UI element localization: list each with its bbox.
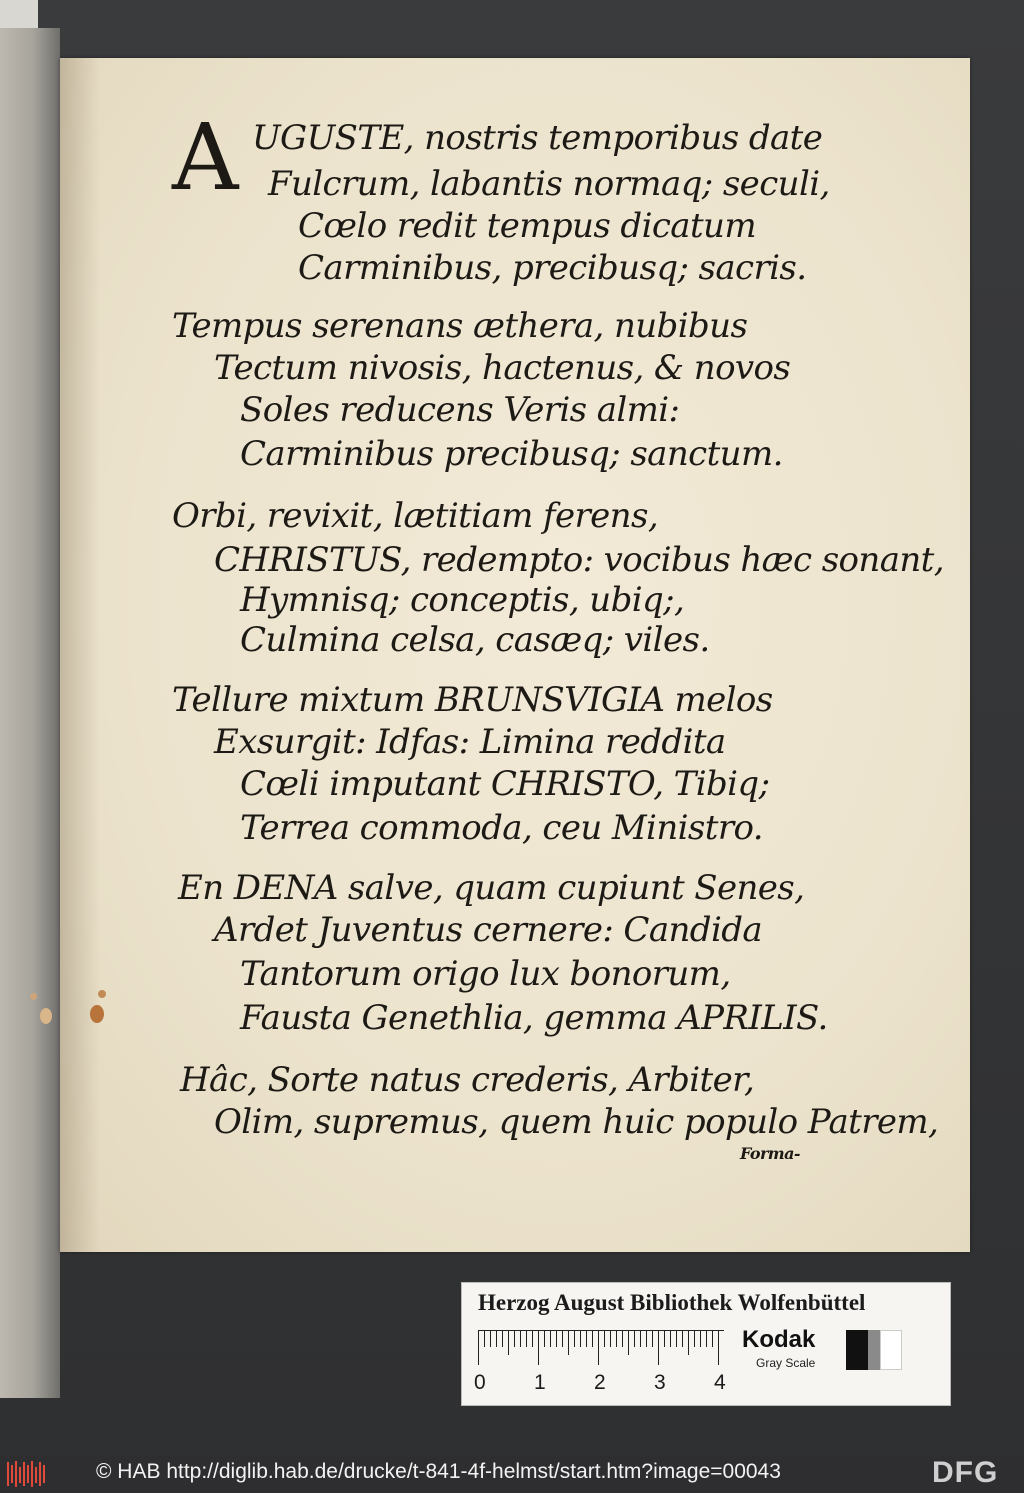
ruler-tick	[508, 1331, 509, 1355]
poem-line: Tantorum origo lux bonorum,	[240, 954, 731, 994]
poem-line: Terrea commoda, ceu Ministro.	[240, 808, 763, 848]
ruler-tick	[580, 1331, 581, 1347]
catchword: Forma-	[740, 1144, 800, 1163]
poem-line: Hymnisq; conceptis, ubiq;,	[240, 580, 685, 620]
ruler-tick	[496, 1331, 497, 1347]
ruler-tick	[694, 1331, 695, 1347]
ruler-tick	[682, 1331, 683, 1347]
ruler-tick	[592, 1331, 593, 1347]
ruler-tick	[688, 1331, 689, 1355]
ruler-tick	[640, 1331, 641, 1347]
ruler-tick	[550, 1331, 551, 1347]
ruler-number: 4	[714, 1371, 726, 1394]
hab-barcode-logo-icon	[6, 1459, 48, 1489]
ruler-number: 0	[474, 1371, 486, 1394]
ruler-tick	[520, 1331, 521, 1347]
gray-swatch-white	[880, 1330, 902, 1370]
ruler-tick	[526, 1331, 527, 1347]
ruler-tick	[706, 1331, 707, 1347]
ruler-tick	[532, 1331, 533, 1347]
ruler-tick	[670, 1331, 671, 1347]
ruler-number: 3	[654, 1371, 666, 1394]
ruler-tick	[616, 1331, 617, 1347]
ruler-tick	[676, 1331, 677, 1347]
ruler-tick	[634, 1331, 635, 1347]
drop-capital: A	[172, 104, 239, 211]
poem-line: Cœli imputant CHRISTO, Tibiq;	[240, 764, 770, 804]
poem-line: Fulcrum, labantis normaq; seculi,	[268, 164, 830, 204]
ruler-tick	[478, 1331, 479, 1365]
poem-line: Fausta Genethlia, gemma APRILIS.	[240, 998, 828, 1038]
measurement-ruler	[478, 1330, 724, 1367]
ruler-tick	[502, 1331, 503, 1347]
ruler-tick	[598, 1331, 599, 1365]
ruler-tick	[490, 1331, 491, 1347]
poem-line: Olim, supremus, quem huic populo Patrem,	[214, 1102, 939, 1142]
ruler-tick	[574, 1331, 575, 1347]
poem-line: Cœlo redit tempus dicatum	[298, 206, 756, 246]
ruler-tick	[538, 1331, 539, 1365]
poem-line: Culmina celsa, casæq; viles.	[240, 620, 710, 660]
ruler-tick	[664, 1331, 665, 1347]
poem-line: Soles reducens Veris almi:	[240, 390, 680, 430]
poem-line: Ardet Juventus cernere: Candida	[214, 910, 763, 950]
ruler-number: 1	[534, 1371, 546, 1394]
ruler-tick	[652, 1331, 653, 1347]
gray-swatch-mid	[868, 1330, 880, 1370]
poem-line: Carminibus precibusq; sanctum.	[240, 434, 783, 474]
ruler-tick	[604, 1331, 605, 1347]
ruler-tick	[646, 1331, 647, 1347]
poem-line: En DENA salve, quam cupiunt Senes,	[178, 868, 805, 908]
ruler-tick	[562, 1331, 563, 1347]
ruler-tick	[568, 1331, 569, 1355]
dfg-logo: DFG	[932, 1456, 999, 1489]
ruler-tick	[586, 1331, 587, 1347]
ruler-tick	[610, 1331, 611, 1347]
ruler-tick	[484, 1331, 485, 1347]
poem-line: Carminibus, precibusq; sacris.	[298, 248, 807, 288]
ruler-tick	[514, 1331, 515, 1347]
ruler-number: 2	[594, 1371, 606, 1394]
ruler-tick	[712, 1331, 713, 1347]
ruler-tick	[544, 1331, 545, 1347]
poem-line: UGUSTE, nostris temporibus date	[252, 118, 823, 158]
poem-line: Tellure mixtum BRUNSVIGIA melos	[172, 680, 773, 720]
poem-line: CHRISTUS, redempto: vocibus hæc sonant,	[214, 540, 944, 580]
gray-scale-label: Gray Scale	[756, 1356, 816, 1370]
gray-swatch-black	[846, 1330, 868, 1370]
ruler-tick	[658, 1331, 659, 1365]
ruler-tick	[556, 1331, 557, 1347]
ruler-tick	[700, 1331, 701, 1347]
poem-line: Hâc, Sorte natus crederis, Arbiter,	[180, 1060, 755, 1100]
poem-line: Orbi, revixit, lætitiam ferens,	[172, 496, 659, 536]
ruler-tick	[622, 1331, 623, 1347]
library-name: Herzog August Bibliothek Wolfenbüttel	[478, 1290, 866, 1315]
ruler-tick	[628, 1331, 629, 1355]
poem-line: Tempus serenans æthera, nubibus	[172, 306, 748, 346]
poem-line: Tectum nivosis, hactenus, & novos	[214, 348, 791, 388]
kodak-brand: Kodak	[742, 1326, 816, 1353]
poem-line: Exsurgit: Idfas: Limina reddita	[214, 722, 726, 762]
ruler-tick	[718, 1331, 719, 1365]
source-url[interactable]: © HAB http://diglib.hab.de/drucke/t-841-4f-helmst/start.htm?image=00043	[96, 1460, 781, 1483]
